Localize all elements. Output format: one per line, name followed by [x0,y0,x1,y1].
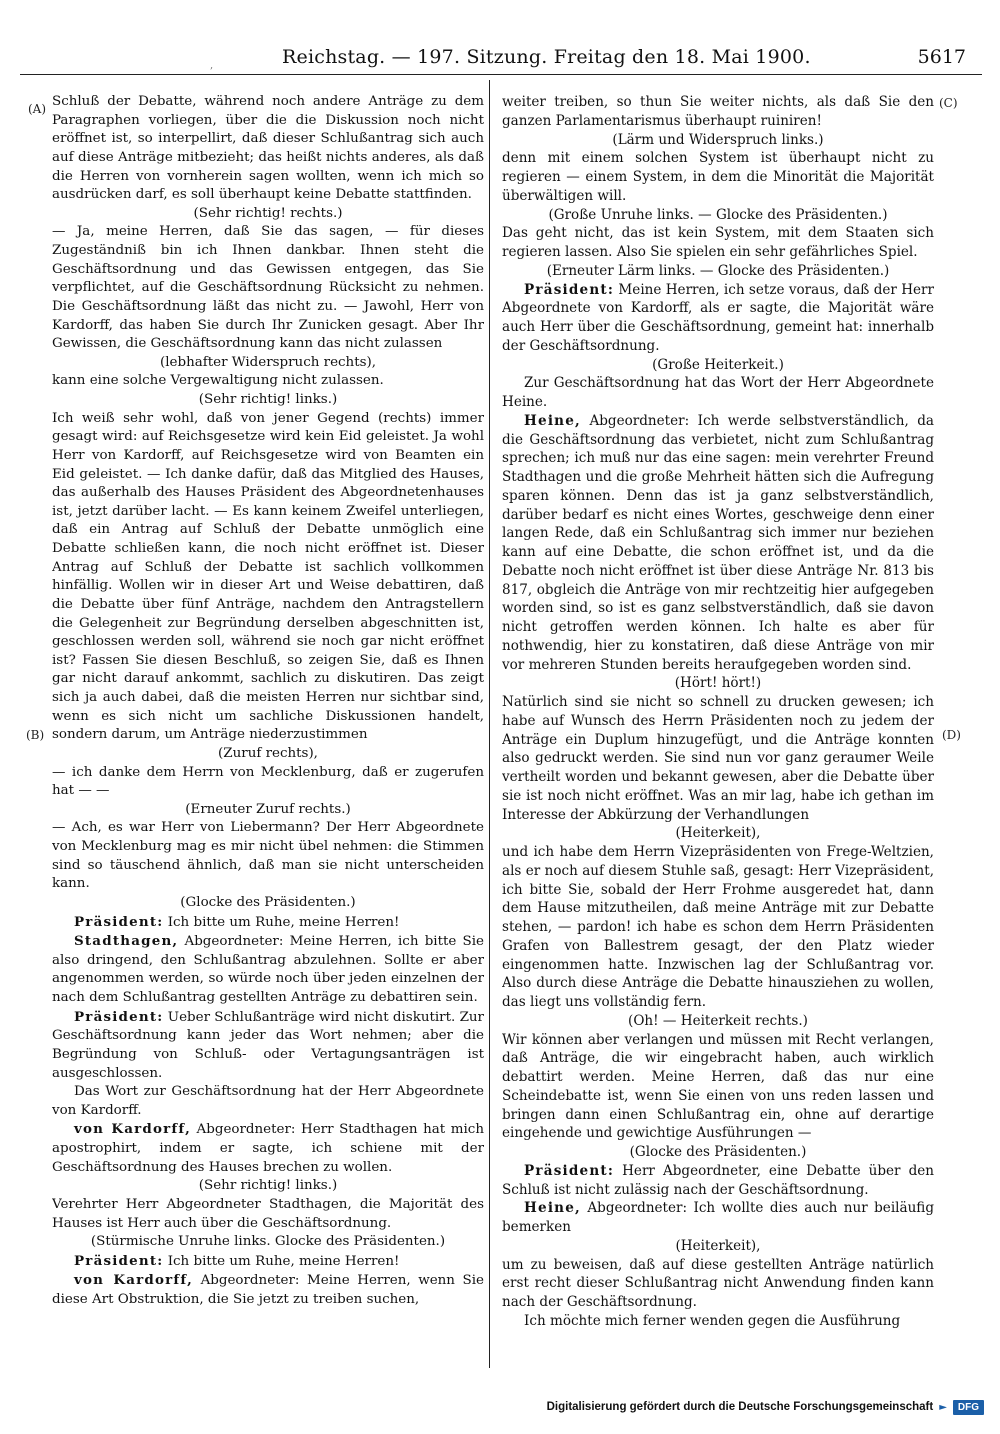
paragraph: Zur Geschäftsordnung hat das Wort der Herr Abgeordnete Heine. [502,375,934,410]
interjection: (Glocke des Präsidenten.) [629,1144,807,1160]
speaker-name: Präsident: [74,1252,164,1269]
arrow-icon: ► [939,1401,947,1413]
speaker-paragraph: von Kardorff, Abgeordneter: Meine Herren, wenn Sie diese Art Obstruktion, die Sie jetzt zu treiben suchen, [52,1272,484,1307]
paragraph: um zu beweisen, daß auf diese gestellten Anträge natürlich erst recht dieser Schlußantrag nicht Anwendung finden kann nach der Geschäftsordnung. [502,1256,934,1310]
interjection: (Glocke des Präsidenten.) [180,894,356,910]
footer-text: Digitalisierung gefördert durch die Deutsche Forschungsgemeinschaft [546,1401,934,1413]
margin-mark-a: (A) [28,102,47,116]
interjection: (Große Heiterkeit.) [652,356,784,373]
speaker-name: Präsident: [524,1162,615,1179]
interjection: (Oh! — Heiterkeit rechts.) [628,1012,808,1029]
interjection: (Stürmische Unruhe links. Glocke des Präsidenten.) [90,1234,446,1250]
speaker-paragraph: Präsident: Ich bitte um Ruhe, meine Herren! [74,913,400,930]
interjection: (Sehr richtig! rechts.) [193,205,343,221]
interjection: (Sehr richtig! links.) [198,392,338,407]
paragraph: Ich weiß sehr wohl, daß von jener Gegend (rechts) immer gesagt wird: auf Reichsgesetze wird kein Eid geleistet. Ja wohl Herr von Kardorff, auf Reichsgesetze wird von Beamten ein Eid geleistet. — Ich danke dafür, daß das Mitglied des Hauses, das außerhalb des Hauses Präsident des Abgeordnetenhauses ist, jetzt darüber lacht. — Es kann keinem Zweifel unterliegen, daß ein Antrag auf Schluß der Debatte unmöglich eine Debatte schließen kann, die noch nicht eröffnet ist. Dieser Antrag auf Schluß der Debatte ist sachlich vollkommen hinfällig. Wollen wir in dieser Art und Weise debattiren, daß die Debatte über fünf Anträge, nachdem den Antragstellern die Gelegenheit zur Begründung derselben abgeschnitten ist, geschlossen werden soll, während sie noch gar nicht eröffnet ist? Fassen Sie diesen Beschluß, so zeigen Sie, daß es Ihnen gar nicht darauf ankommt, sachlich zu diskutiren. Das zeigt sich ja auch dabei, daß die meisten Herren nur sichtbar sind, wenn es sich nicht um sachliche Diskussionen handelt, sondern darum, um Anträge niederzustimmen [52,410,484,743]
page-number: 5617 [917,46,966,68]
paragraph: kann eine solche Vergewaltigung nicht zulassen. [52,373,384,389]
paragraph: und ich habe dem Herrn Vizepräsidenten von Frege-Weltzien, als er noch auf diesem Stuhle saß, gesagt: Herr Vizepräsident, ich bitte Sie, sobald der Herr Frohme ausgeredet hat, dann dem Hause mitzutheilen, daß meine Anträge mit zur Debatte stehen, — pardon! ich habe es schon dem Herrn Präsidenten Grafen von Ballestrem gesagt, der den Platz wieder eingenommen hatte. Inzwischen lag der Schlußantrag vor. Also durch diese Anträge die Debatte hinausziehen zu wollen, das liegt uns vollständig fern. [502,844,934,1010]
interjection: (Sehr richtig! links.) [198,1178,338,1194]
paragraph: denn mit einem solchen System ist überhaupt nicht zu regieren — einem System, in dem die Minorität die Majorität überwältigen will. [502,150,934,204]
interjection: (Große Unruhe links. — Glocke des Präsidenten.) [548,206,888,223]
interjection: (Heiterkeit), [675,1237,761,1254]
speaker-name: Heine, [524,1200,581,1217]
paragraph: Verehrter Herr Abgeordneter Stadthagen, die Majorität des Hauses ist Herr auch über die Geschäftsordnung. [52,1196,484,1231]
paragraph: — ich danke dem Herrn von Mecklenburg, daß er zugerufen hat — — [52,764,484,799]
speaker-name: Heine, [524,412,581,429]
dfg-logo: DFG [953,1400,984,1415]
speaker-name: Stadthagen, [74,933,179,950]
interjection: (lebhafter Widerspruch rechts), [159,354,377,370]
paragraph: Ich möchte mich ferner wenden gegen die Ausführung [524,1312,901,1329]
column-divider [489,80,490,1368]
margin-mark-c: (C) [939,96,958,110]
interjection: (Heiterkeit), [675,825,761,842]
right-column [502,93,934,1348]
paragraph: — Ja, meine Herren, daß Sie das sagen, — für dieses Zugeständniß bin ich Ihnen dankbar. Ihnen steht die Geschäftsordnung und das Gewissen entgegen, das Sie verpflichtet, auf die Geschäftsordnung Rücksicht zu nehmen. Die Geschäftsordnung läßt das nicht zu. — Jawohl, Herr von Kardorff, das haben Sie durch Ihr Zunicken gesagt. Aber Ihr Gewissen, die Geschäftsordnung kann das nicht zulassen [52,224,484,352]
interjection: (Zuruf rechts), [218,745,318,761]
speaker-paragraph: Stadthagen, Abgeordneter: Meine Herren, ich bitte Sie also dringend, den Schlußantrag abzulehnen. Sollte er aber angenommen werden, so würde noch über jeden einzelnen der nach dem Schlußantrag gestellten Anträge zu debattiren sein. [52,933,484,1005]
speaker-paragraph: Präsident: Ich bitte um Ruhe, meine Herren! [74,1252,400,1269]
page-header [20,44,982,75]
speaker-paragraph: von Kardorff, Abgeordneter: Herr Stadthagen hat mich apostrophirt, indem er sagte, ich schiene mit der Geschäftsordnung des Hauses brechen zu wollen. [52,1121,484,1175]
header-tick: , [210,60,214,71]
paragraph: — Ach, es war Herr von Liebermann? Der Herr Abgeordnete von Mecklenburg mag es mir nicht übel nehmen: die Stimmen sind so täuschend ähnlich, daß man sie nicht unterscheiden kann. [52,820,484,892]
interjection: (Erneuter Zuruf rechts.) [185,801,351,817]
margin-mark-d: (D) [942,728,961,742]
speaker-name: Präsident: [74,1008,164,1025]
speaker-paragraph: Heine, Abgeordneter: Ich wollte dies auch nur beiläufig bemerken [502,1200,934,1235]
margin-mark-b: (B) [26,728,45,742]
speaker-name: von Kardorff, [74,1272,193,1289]
interjection: (Lärm und Widerspruch links.) [612,131,824,148]
interjection: (Erneuter Lärm links. — Glocke des Präsidenten.) [546,262,890,279]
speaker-name: Präsident: [74,913,164,930]
speaker-name: von Kardorff, [74,1121,191,1138]
left-column [52,93,484,1348]
speaker-paragraph: Präsident: Herr Abgeordneter, eine Debatte über den Schluß ist nicht zulässig nach der Geschäftsordnung. [502,1162,934,1198]
footer-credit [547,1396,984,1418]
speaker-name: Präsident: [524,281,615,298]
paragraph: Schluß der Debatte, während noch andere Anträge zu dem Paragraphen vorliegen, über die die Diskussion noch nicht eröffnet ist, so interpellirt, daß dieser Schlußantrag sich auch auf diese Anträge mitbezieht; das heißt nichts anderes, als daß die Herren von vornherein sagen wollten, wenn ich mich so ausdrücken darf, es soll überhaupt keine Debatte stattfinden. [52,94,484,203]
paragraph: weiter treiben, so thun Sie weiter nichts, als daß Sie den ganzen Parlamentarismus überhaupt ruiniren! [502,94,934,129]
paragraph: Das Wort zur Geschäftsordnung hat der Herr Abgeordnete von Kardorff. [52,1084,484,1118]
paragraph: Das geht nicht, das ist kein System, mit dem Staaten sich regieren lassen. Also Sie spielen ein sehr gefährliches Spiel. [502,225,934,260]
page-title: Reichstag. — 197. Sitzung. Freitag den 18. Mai 1900. [282,46,811,68]
paragraph: Wir können aber verlangen und müssen mit Recht verlangen, daß Anträge, die wir eingebracht haben, auch wirklich debattirt werden. Meine Herren, daß das nur eine Scheindebatte ist, wenn Sie einen von uns reden lassen und bringen dann einen Schlußantrag ein, ohne auf derartige eingehende und gewichtige Ausführungen — [502,1031,934,1142]
speaker-paragraph: Heine, Abgeordneter: Ich werde selbstverständlich, da die Geschäftsordnung das verbietet, nicht zum Schlußantrag sprechen; ich muß nur das eine sagen: mein verehrter Freund Stadthagen und die große Mehrheit hätten sich die Aufregung sparen können. Denn das ist ja ganz selbstverständlich, darüber bedarf es nicht eines Wortes, geschweige denn einer langen Rede, daß ein Schlußantrag sich immer nur beziehen kann auf eine Debatte, die schon eröffnet ist, und da die Debatte noch nicht eröffnet ist über diese Anträge Nr. 813 bis 817, obgleich die Anträge von mir rechtzeitig hier aufgegeben worden sind, so ist es ganz selbstverständlich, daß sie davon nicht getroffen werden können. Ich halte es aber für nothwendig, hier zu konstatiren, daß diese Anträge von mir vor mehreren Stunden bereits heraufgegeben worden sind. [502,412,934,673]
paragraph: Natürlich sind sie nicht so schnell zu drucken gewesen; ich habe auf Wunsch des Herrn Präsidenten noch zu jedem der Anträge ein Duplum hinzugefügt, und die Anträge konnten also gedruckt werden. Sie sind nun vor ganz geraumer Weile vertheilt worden und bekannt gewesen, aber die Debatte über sie ist noch nicht eröffnet. Was an mir lag, habe ich gethan im Interesse der Abkürzung der Verhandlungen [502,694,934,823]
speaker-paragraph: Präsident: Ueber Schlußanträge wird nicht diskutirt. Zur Geschäftsordnung kann jeder das Wort nehmen; aber die Begründung von Schluß- oder Vertagungsanträgen ist ausgeschlossen. [52,1008,484,1081]
speaker-paragraph: Präsident: Meine Herren, ich setze voraus, daß der Herr Abgeordnete von Kardorff, als er sagte, die Majorität wäre auch Herr über die Geschäftsordnung, gemeint hat: innerhalb der Geschäftsordnung. [502,281,934,354]
interjection: (Hört! hört!) [674,675,762,692]
